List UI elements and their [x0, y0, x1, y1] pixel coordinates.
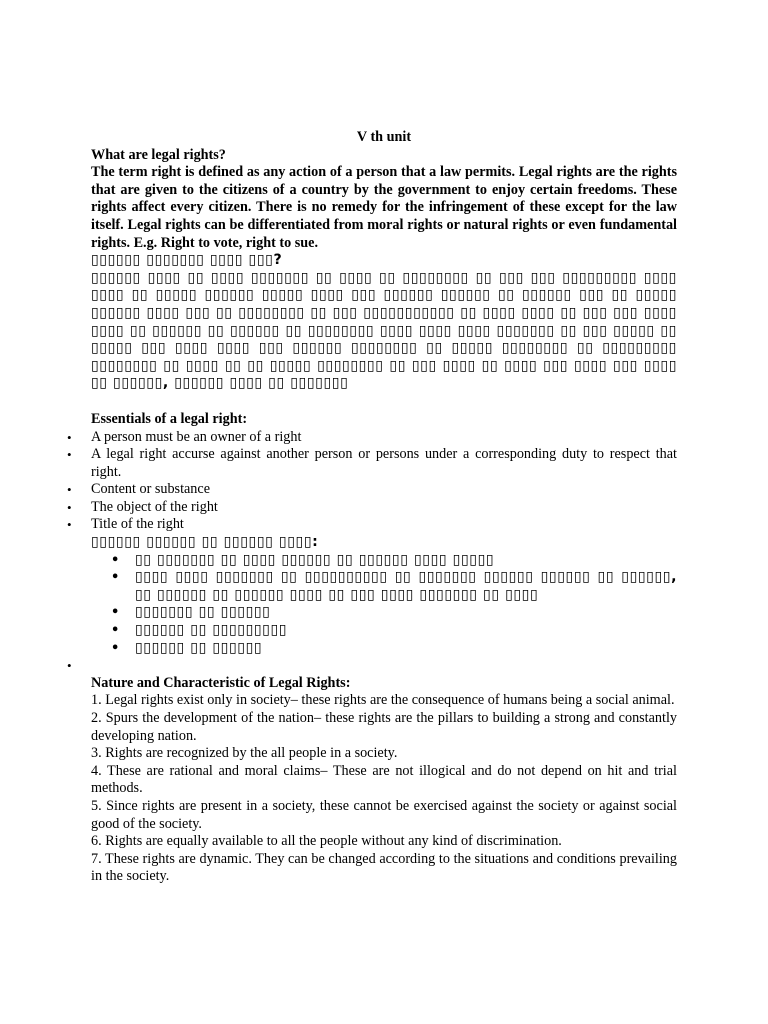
question-heading: What are legal rights?	[91, 146, 226, 163]
hindi-essentials-list	[91, 552, 677, 658]
list-item: • Title of the right	[91, 516, 677, 534]
list-item: 2. Spurs the development of the nation– these rights are the pillars to building a strong and constantly developing nation.	[91, 710, 677, 744]
spacer	[91, 393, 677, 411]
list-item: • ▯▯▯▯ ▯▯▯▯ ▯▯▯▯▯▯▯ ▯▯ ▯▯▯▯▯▯▯▯▯▯ ▯▯ ▯▯▯▯▯▯▯ ▯▯▯▯▯▯ ▯▯▯▯▯▯ ▯▯ ▯▯▯▯▯▯, ▯▯ ▯▯▯▯▯▯ ▯▯ ▯▯▯▯▯▯ ▯▯▯▯ ▯▯ ▯▯▯ ▯▯▯▯ ▯▯▯▯▯▯▯ ▯▯ ▯▯▯▯	[135, 569, 677, 604]
definition-paragraph: The term right is defined as any action of a person that a law permits. Legal rights are the rights that are given to the citizens of a country by the government to enjoy certain freedoms. These rights affect every citizen. There is no remedy for the infringement of these except for the law itself. Legal rights can be differentiated from moral rights or natural rights or even fundamental rights. E.g. Right to vote, right to sue.	[91, 164, 677, 251]
nature-heading: Nature and Characteristic of Legal Rights:	[91, 674, 351, 691]
hindi-question-heading: ▯▯▯▯▯▯ ▯▯▯▯▯▯▯ ▯▯▯▯ ▯▯▯?	[91, 252, 283, 269]
list-item: • ▯▯▯▯▯▯▯ ▯▯ ▯▯▯▯▯▯	[135, 604, 677, 622]
list-item: • A person must be an owner of a right	[91, 429, 677, 447]
essentials-heading: Essentials of a legal right:	[91, 410, 248, 427]
list-item: • Content or substance	[91, 481, 677, 499]
list-item: 6. Rights are equally available to all the people without any kind of discrimination.	[91, 833, 562, 850]
list-item: • ▯▯ ▯▯▯▯▯▯▯ ▯▯ ▯▯▯▯ ▯▯▯▯▯▯ ▯▯ ▯▯▯▯▯▯ ▯▯▯▯ ▯▯▯▯▯	[135, 552, 677, 570]
unit-title: V th unit	[356, 129, 412, 145]
document-body	[91, 129, 677, 886]
list-item: • ▯▯▯▯▯▯ ▯▯ ▯▯▯▯▯▯	[135, 640, 677, 658]
list-item: 5. Since rights are present in a society, these cannot be exercised against the society or against social good of the society.	[91, 797, 677, 832]
essentials-list	[91, 429, 677, 535]
list-item: • A legal right accurse against another person or persons under a corresponding duty to respect that right.	[91, 446, 677, 481]
list-item: 3. Rights are recognized by the all people in a society.	[91, 745, 398, 762]
hindi-definition-paragraph: ▯▯▯▯▯▯ ▯▯▯▯ ▯▯ ▯▯▯▯ ▯▯▯▯▯▯▯ ▯▯ ▯▯▯▯ ▯▯ ▯▯▯▯▯▯▯▯ ▯▯ ▯▯▯ ▯▯▯ ▯▯▯▯▯▯▯▯▯ ▯▯▯▯ ▯▯▯▯ ▯▯ ▯▯▯▯▯ ▯▯▯▯▯▯ ▯▯▯▯▯ ▯▯▯▯ ▯▯▯ ▯▯▯▯▯▯ ▯▯▯▯▯▯ ▯▯ ▯▯▯▯▯▯ ▯▯▯ ▯▯ ▯▯▯▯▯ ▯▯▯▯▯▯ ▯▯▯▯ ▯▯▯ ▯▯ ▯▯▯▯▯▯▯▯ ▯▯ ▯▯▯ ▯▯▯▯▯▯▯▯▯▯▯ ▯▯ ▯▯▯▯ ▯▯▯▯ ▯▯ ▯▯▯ ▯▯▯ ▯▯▯▯ ▯▯▯▯ ▯▯ ▯▯▯▯▯▯ ▯▯ ▯▯▯▯▯▯ ▯▯ ▯▯▯▯▯▯▯▯ ▯▯▯▯ ▯▯▯▯ ▯▯▯▯ ▯▯▯▯▯▯▯ ▯▯ ▯▯▯ ▯▯▯▯▯ ▯▯ ▯▯▯▯▯ ▯▯▯ ▯▯▯▯ ▯▯▯▯ ▯▯▯ ▯▯▯▯▯▯ ▯▯▯▯▯▯▯▯ ▯▯ ▯▯▯▯▯ ▯▯▯▯▯▯▯▯ ▯▯ ▯▯▯▯▯▯▯▯▯ ▯▯▯▯▯▯▯▯ ▯▯ ▯▯▯▯ ▯▯ ▯▯ ▯▯▯▯▯ ▯▯▯▯▯▯▯▯ ▯▯ ▯▯▯ ▯▯▯▯ ▯▯ ▯▯▯▯ ▯▯▯ ▯▯▯▯ ▯▯▯ ▯▯▯▯ ▯▯ ▯▯▯▯▯▯, ▯▯▯▯▯▯ ▯▯▯▯ ▯▯ ▯▯▯▯▯▯▯	[91, 269, 677, 392]
list-item: 1. Legal rights exist only in society– these rights are the consequence of humans being a social animal.	[91, 692, 675, 709]
nature-list	[91, 692, 677, 886]
list-item: • ▯▯▯▯▯▯ ▯▯ ▯▯▯▯▯▯▯▯▯	[135, 622, 677, 640]
empty-list-item	[91, 657, 677, 675]
list-item: • The object of the right	[91, 499, 677, 517]
list-item: 4. These are rational and moral claims– These are not illogical and do not depend on hit and trial methods.	[91, 762, 677, 797]
hindi-essentials-heading: ▯▯▯▯▯▯ ▯▯▯▯▯▯ ▯▯ ▯▯▯▯▯▯ ▯▯▯▯:	[91, 534, 319, 551]
list-item: 7. These rights are dynamic. They can be changed according to the situations and conditions prevailing in the society.	[91, 850, 677, 885]
